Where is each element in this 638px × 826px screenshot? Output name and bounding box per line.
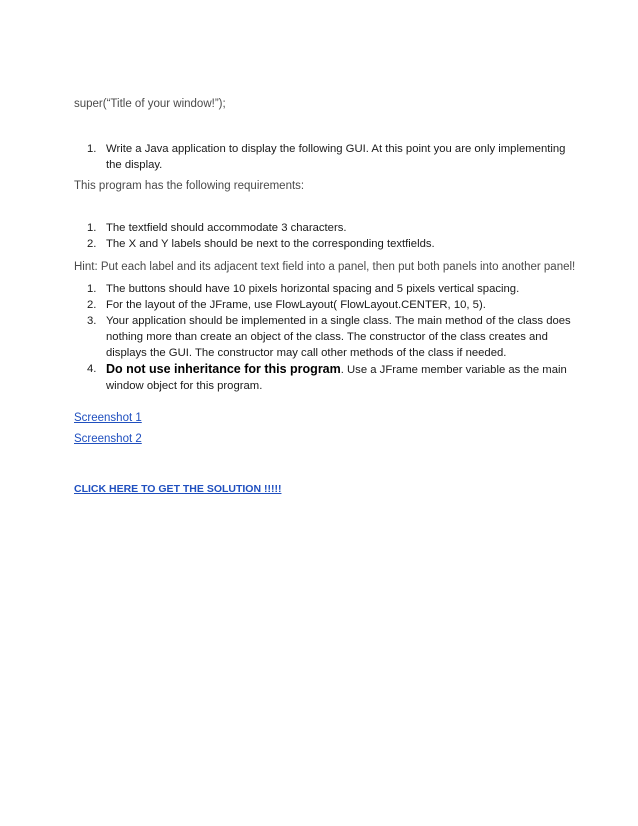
screenshot-1-link[interactable]: Screenshot 1 (74, 412, 142, 424)
list-number: 1. (87, 222, 97, 234)
hint-text: Hint: Put each label and its adjacent text field into a panel, then put both panels into another panel! (74, 261, 576, 273)
solution-link[interactable]: CLICK HERE TO GET THE SOLUTION !!!!! (74, 483, 282, 495)
requirements-list-b (74, 281, 574, 394)
list-number: 1. (87, 143, 97, 155)
list-number: 4. (87, 363, 97, 375)
requirements-list-a (74, 220, 574, 252)
list-text: Your application should be implemented in a single class. The main method of the class does nothing more than create an object of the class. The constructor of the class creates and displays the GUI. The constructor may call other methods of the class if needed. (106, 315, 571, 359)
list-number: 3. (87, 315, 97, 327)
list-item (74, 297, 574, 313)
list-number: 2. (87, 238, 97, 250)
list-number: 1. (87, 283, 97, 295)
list-item (74, 236, 574, 252)
list-item (74, 281, 574, 297)
requirements-intro: This program has the following requirements: (74, 180, 305, 192)
list-item (74, 361, 574, 394)
list-item (74, 220, 574, 236)
list-item (74, 141, 574, 173)
code-line: super(“Title of your window!”); (74, 98, 226, 110)
list-text: The textfield should accommodate 3 characters. (106, 222, 347, 234)
list-text: . Use a JFrame member variable as the main window object for this program. (106, 364, 567, 392)
list-text: The buttons should have 10 pixels horizontal spacing and 5 pixels vertical spacing. (106, 283, 520, 295)
list-item (74, 313, 574, 361)
task-list (74, 141, 574, 173)
screenshot-2-link[interactable]: Screenshot 2 (74, 433, 142, 445)
list-number: 2. (87, 299, 97, 311)
list-text: The X and Y labels should be next to the corresponding textfields. (106, 238, 435, 250)
list-text: Write a Java application to display the following GUI. At this point you are only implementing the display. (106, 143, 566, 171)
list-text: For the layout of the JFrame, use FlowLayout( FlowLayout.CENTER, 10, 5). (106, 299, 486, 311)
list-bold-text: Do not use inheritance for this program (106, 362, 341, 376)
